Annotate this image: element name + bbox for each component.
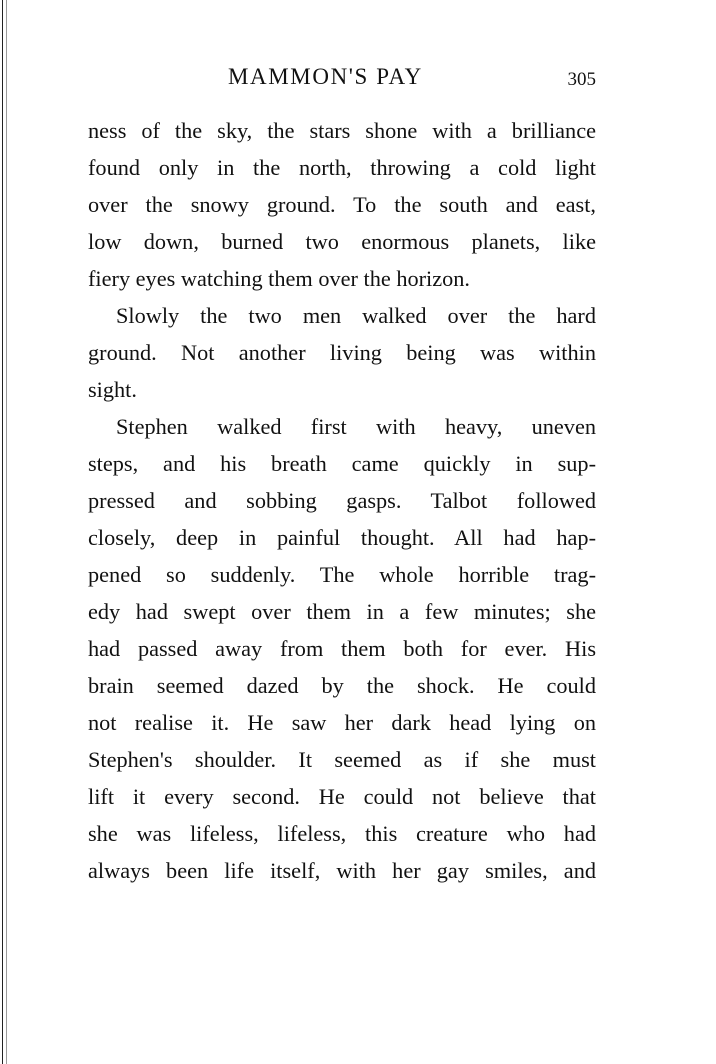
page-number: 305: [567, 69, 596, 90]
text-line: found only in the north, throwing a cold light: [88, 155, 596, 180]
running-head: [88, 60, 596, 102]
text-line: low down, burned two enormous planets, like: [88, 229, 596, 254]
text-line: fiery eyes watching them over the horizon.: [88, 266, 471, 291]
text-line: edy had swept over them in a few minutes; she: [88, 599, 596, 624]
text-line: closely, deep in painful thought. All had hap-: [88, 525, 596, 550]
body-text: [88, 112, 596, 889]
text-line: steps, and his breath came quickly in sup-: [88, 451, 596, 476]
text-line: brain seemed dazed by the shock. He could: [88, 673, 596, 698]
book-page: [88, 60, 596, 889]
text-line: not realise it. He saw her dark head lying on: [88, 710, 596, 735]
running-title: MAMMON'S PAY: [228, 64, 423, 89]
text-line: over the snowy ground. To the south and east,: [88, 192, 596, 217]
text-line: pressed and sobbing gasps. Talbot followed: [88, 488, 596, 513]
text-line: Stephen walked first with heavy, uneven: [116, 414, 596, 439]
text-line: always been life itself, with her gay smiles, and: [88, 858, 596, 883]
text-line: ness of the sky, the stars shone with a brilliance: [88, 118, 596, 143]
text-line: lift it every second. He could not believe that: [88, 784, 596, 809]
text-line: Stephen's shoulder. It seemed as if she must: [88, 747, 596, 772]
binding-edge: [0, 0, 10, 1064]
text-line: had passed away from them both for ever. His: [88, 636, 596, 661]
text-line: sight.: [88, 377, 137, 402]
text-line: Slowly the two men walked over the hard: [116, 303, 596, 328]
text-line: pened so suddenly. The whole horrible trag-: [88, 562, 596, 587]
text-line: ground. Not another living being was within: [88, 340, 596, 365]
text-line: she was lifeless, lifeless, this creature who had: [88, 821, 596, 846]
